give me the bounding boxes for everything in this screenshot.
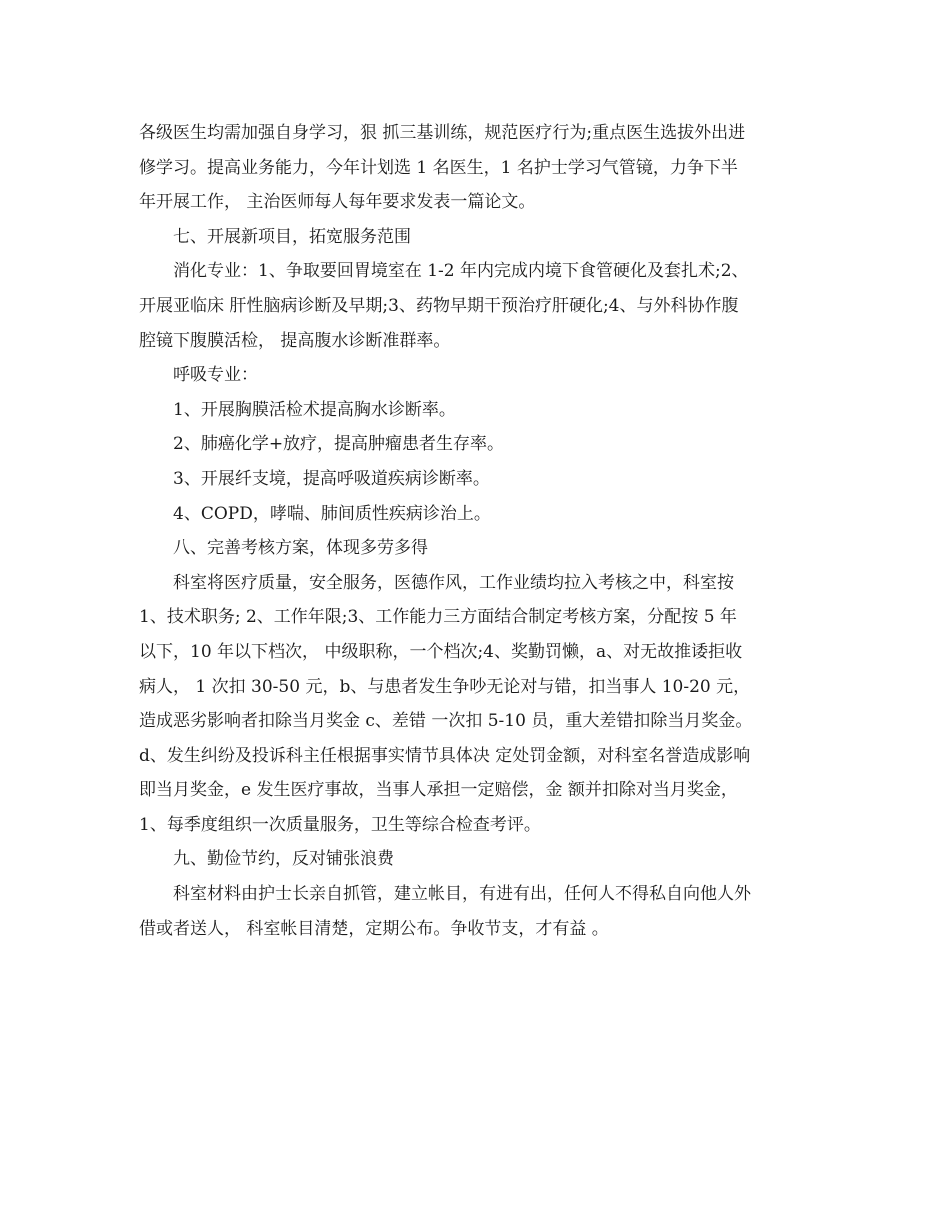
text-line: 呼吸专业： [173, 365, 258, 386]
text-line: 病人， 1 次扣 30-50 元，b、与患者发生争吵无论对与错，扣当事人 10-20 元， [139, 676, 751, 697]
text-line: 以下，10 年以下档次， 中级职称，一个档次;4、奖勤罚懒，a、对无故推诿拒收 [139, 641, 743, 662]
text-line: 1、技术职务; 2、工作年限;3、工作能力三方面结合制定考核方案，分配按 5 年 [139, 607, 737, 628]
text-line: 年开展工作， 主治医师每人每年要求发表一篇论文。 [139, 192, 536, 213]
text-line: 造成恶劣影响者扣除当月奖金 c、差错 一次扣 5-10 员，重大差错扣除当月奖金。 [139, 711, 753, 732]
text-line: 4、COPD，哮喘、肺间质性疾病诊治上。 [173, 503, 491, 524]
text-line: 修学习。提高业务能力，今年计划选 1 名医生，1 名护士学习气管镜，力争下半 [139, 157, 738, 178]
text-line: 1、开展胸膜活检术提高胸水诊断率。 [173, 399, 456, 420]
text-line: 各级医生均需加强自身学习，狠 抓三基训练，规范医疗行为;重点医生选拔外出进 [139, 123, 746, 143]
text-line: 八、完善考核方案，体现多劳多得 [173, 538, 428, 559]
text-line: 1、每季度组织一次质量服务，卫生等综合检查考评。 [139, 814, 541, 835]
text-line: 九、勤俭节约，反对铺张浪费 [173, 849, 394, 870]
text-line: 消化专业：1、争取要回胃境室在 1-2 年内完成内境下食管硬化及套扎术;2、 [173, 261, 749, 282]
text-line: d、发生纠纷及投诉科主任根据事实情节具体决 定处罚金额，对科室名誉造成影响 [139, 745, 751, 766]
text-line: 七、开展新项目，拓宽服务范围 [173, 226, 411, 247]
text-line: 科室材料由护士长亲自抓管，建立帐目，有进有出，任何人不得私自向他人外 [173, 884, 751, 905]
document-body [139, 116, 811, 946]
text-line: 腔镜下腹膜活检， 提高腹水诊断准群率。 [139, 330, 451, 351]
text-line: 开展亚临床 肝性脑病诊断及早期;3、药物早期干预治疗肝硬化;4、与外科协作腹 [139, 295, 739, 316]
text-line: 2、肺癌化学+放疗，提高肿瘤患者生存率。 [173, 434, 505, 455]
text-line: 科室将医疗质量，安全服务，医德作风，工作业绩均拉入考核之中，科室按 [173, 572, 734, 593]
text-line: 3、开展纤支境，提高呼吸道疾病诊断率。 [173, 468, 490, 489]
text-line: 借或者送人， 科室帐目清楚，定期公布。争收节支，才有益 。 [139, 918, 609, 939]
text-line: 即当月奖金，e 发生医疗事故，当事人承担一定赔偿，金 额并扣除对当月奖金， [139, 780, 738, 801]
